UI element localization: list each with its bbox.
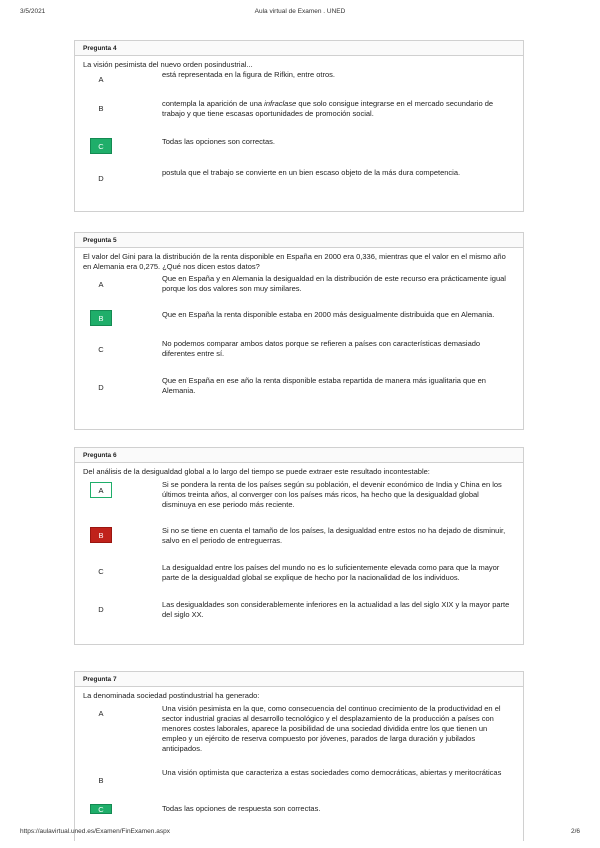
- option-text: No podemos comparar ambos datos porque se refieren a países con características demasiado diferentes entre sí.: [162, 339, 481, 358]
- option-letter-correct: B: [90, 310, 112, 326]
- option-letter: D: [98, 174, 104, 183]
- option-text: La desigualdad entre los países del mundo no es lo suficientemente elevada como para que la mayor parte de la desigualdad global se explique de hecho por la nacionalidad de los individuos.: [162, 563, 500, 582]
- option-text: está representada en la figura de Rifkin, entre otros.: [162, 70, 336, 79]
- question-card-5: [74, 232, 524, 430]
- print-date: 3/5/2021: [20, 8, 46, 15]
- print-url: https://aulavirtual.uned.es/Examen/FinExamen.aspx: [20, 828, 170, 835]
- option-text: Que en España la renta disponible estaba en 2000 más desigualmente distribuida que en Alemania.: [162, 310, 495, 319]
- question-stem: El valor del Gini para la distribución de la renta disponible en España en 2000 era 0,336, mientras que el valor en el mismo año en Alemania era 0,275. ¿Qué nos dicen estos datos?: [83, 252, 506, 271]
- option-letter-wrong: B: [90, 527, 112, 543]
- option-letter: D: [98, 383, 104, 392]
- option-letter: A: [98, 75, 104, 84]
- question-heading: Pregunta 5: [75, 233, 523, 248]
- option-text: Si se pondera la renta de los países según su población, el devenir económico de India y China en los últimos treinta años, al converger con los países más ricos, ha hecho que la desigualdad global disminuya en ese periodo más reciente.: [162, 480, 502, 509]
- option-text: Una visión pesimista en la que, como consecuencia del continuo crecimiento de la productividad en el sector industrial gracias al desarrollo tecnológico y el desplazamiento de la producción a países con menores costes laborales, aparece la posibilidad de una sociedad dividida entre los que tienen un empleo y un ejército de reserva compuesto por jóvenes, parados de larga duración y jubilados anticipados.: [162, 704, 501, 753]
- option-text: postula que el trabajo se convierte en un bien escaso objeto de la más dura competencia.: [162, 168, 461, 177]
- option-text: Que en España y en Alemania la desigualdad en la distribución de este recurso era prácticamente igual porque los dos valores son muy similares.: [162, 274, 506, 293]
- option-letter: C: [98, 567, 104, 576]
- option-letter: A: [98, 280, 104, 289]
- question-heading: Pregunta 7: [75, 672, 523, 687]
- option-text: Todas las opciones son correctas.: [162, 137, 275, 146]
- question-heading: Pregunta 4: [75, 41, 523, 56]
- option-letter-correct: C: [90, 804, 112, 814]
- option-letter: A: [98, 709, 104, 718]
- option-text: Que en España en ese año la renta disponible estaba repartida de manera más igualitaria que en Alemania.: [162, 376, 486, 395]
- question-stem: Del análisis de la desigualdad global a lo largo del tiempo se puede extraer este resultado incontestable:: [83, 467, 430, 476]
- question-card-4: [74, 40, 524, 212]
- option-letter-correct: C: [90, 138, 112, 154]
- print-title: Aula virtual de Examen . UNED: [254, 8, 346, 15]
- option-text-emphasis: infraclase: [264, 99, 297, 108]
- print-header: [20, 8, 580, 20]
- question-stem: La denominada sociedad postindustrial ha generado:: [83, 691, 260, 700]
- question-card-7: [74, 671, 524, 841]
- print-footer: [20, 828, 580, 840]
- question-heading: Pregunta 6: [75, 448, 523, 463]
- option-letter: B: [98, 776, 104, 785]
- option-letter: D: [98, 605, 104, 614]
- option-text: Las desigualdades son considerablemente inferiores en la actualidad a las del siglo XIX y la mayor parte del siglo XX.: [162, 600, 510, 619]
- option-text: Todas las opciones de respuesta son correctas.: [162, 804, 321, 813]
- question-card-6: [74, 447, 524, 645]
- page-number: 2/6: [570, 828, 580, 835]
- option-text: Si no se tiene en cuenta el tamaño de los países, la desigualdad entre estos no ha dejado de disminuir, salvo en el periodo de entreguerras.: [162, 526, 506, 545]
- option-letter-selected: A: [90, 482, 112, 498]
- option-text: contempla la aparición de una infraclase que solo consigue integrarse en el mercado secundario de trabajo y que tiene escasas oportunidades de promoción social.: [162, 99, 494, 118]
- question-stem: La visión pesimista del nuevo orden posindustrial...: [83, 60, 253, 69]
- option-letter: C: [98, 345, 104, 354]
- option-letter: B: [98, 104, 104, 113]
- option-text: Una visión optimista que caracteriza a estas sociedades como democráticas, abiertas y meritocráticas: [162, 768, 502, 777]
